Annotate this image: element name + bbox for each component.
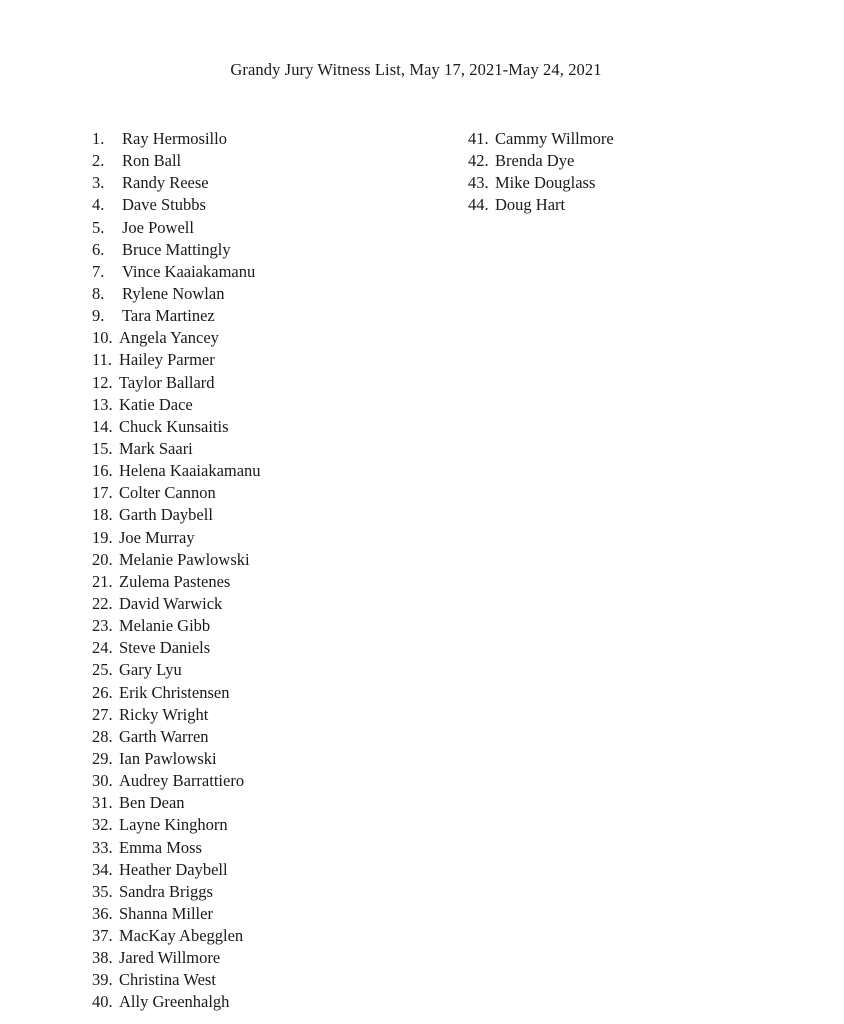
witness-item xyxy=(92,859,261,881)
witness-name: Mark Saari xyxy=(119,438,193,458)
witness-item xyxy=(92,881,261,903)
witness-list-right-column xyxy=(468,128,614,217)
witness-item xyxy=(92,305,261,327)
witness-name: Christina West xyxy=(119,970,216,990)
witness-item xyxy=(468,150,614,172)
witness-number: 18. xyxy=(92,505,113,525)
witness-name: Ally Greenhalgh xyxy=(119,992,230,1012)
witness-item xyxy=(92,460,261,482)
witness-item xyxy=(92,682,261,704)
witness-number: 24. xyxy=(92,638,113,658)
witness-item xyxy=(92,659,261,681)
witness-name: Zulema Pastenes xyxy=(119,571,231,591)
witness-name: Bruce Mattingly xyxy=(122,239,231,259)
witness-number: 43. xyxy=(468,173,489,193)
witness-number: 27. xyxy=(92,704,113,724)
witness-item xyxy=(92,261,261,283)
witness-number: 5. xyxy=(92,217,105,237)
witness-number: 26. xyxy=(92,682,113,702)
witness-item xyxy=(92,349,261,371)
witness-item xyxy=(92,969,261,991)
witness-number: 37. xyxy=(92,926,113,946)
witness-number: 33. xyxy=(92,837,113,857)
witness-name: Ron Ball xyxy=(122,151,182,171)
witness-number: 41. xyxy=(468,129,489,148)
witness-name: Rylene Nowlan xyxy=(122,283,225,303)
witness-number: 20. xyxy=(92,549,113,569)
witness-name: Angela Yancey xyxy=(119,328,219,348)
witness-name: Ben Dean xyxy=(119,793,185,813)
witness-number: 11. xyxy=(92,350,113,370)
witness-number: 22. xyxy=(92,593,113,613)
witness-number: 17. xyxy=(92,483,113,503)
witness-number: 9. xyxy=(92,306,105,326)
witness-number: 2. xyxy=(92,151,105,171)
witness-name: Steve Daniels xyxy=(119,638,211,658)
witness-name: Ricky Wright xyxy=(119,704,209,724)
witness-item xyxy=(92,748,261,770)
witness-number: 4. xyxy=(92,195,105,215)
witness-number: 10. xyxy=(92,328,113,348)
witness-name: Layne Kinghorn xyxy=(119,815,228,835)
witness-name: Mike Douglass xyxy=(495,173,596,193)
witness-name: Vince Kaaiakamanu xyxy=(122,261,256,281)
witness-number: 3. xyxy=(92,173,105,193)
witness-item xyxy=(92,438,261,460)
witness-number: 15. xyxy=(92,438,113,458)
witness-name: Hailey Parmer xyxy=(119,350,215,370)
witness-item xyxy=(92,482,261,504)
witness-number: 28. xyxy=(92,726,113,746)
witness-name: Garth Warren xyxy=(119,726,209,746)
witness-name: Katie Dace xyxy=(119,394,193,414)
witness-item xyxy=(92,128,261,150)
witness-item xyxy=(92,903,261,925)
witness-name: Taylor Ballard xyxy=(119,372,215,392)
witness-number: 42. xyxy=(468,151,489,171)
witness-item xyxy=(92,394,261,416)
witness-item xyxy=(92,637,261,659)
witness-name: Audrey Barrattiero xyxy=(119,771,245,791)
witness-name: Cammy Willmore xyxy=(495,129,614,148)
witness-item xyxy=(92,947,261,969)
witness-item xyxy=(92,283,261,305)
witness-item xyxy=(92,504,261,526)
witness-item xyxy=(92,549,261,571)
witness-number: 34. xyxy=(92,859,113,879)
witness-name: Shanna Miller xyxy=(119,903,213,923)
witness-name: Erik Christensen xyxy=(119,682,230,702)
document-title: Grandy Jury Witness List, May 17, 2021-May 24, 2021 xyxy=(230,60,602,79)
witness-name: Tara Martinez xyxy=(122,306,215,326)
witness-item xyxy=(92,792,261,814)
witness-number: 35. xyxy=(92,881,113,901)
witness-item xyxy=(92,172,261,194)
witness-name: Ian Pawlowski xyxy=(119,748,217,768)
witness-number: 19. xyxy=(92,527,113,547)
witness-number: 13. xyxy=(92,394,113,414)
witness-number: 7. xyxy=(92,261,105,281)
witness-item xyxy=(92,925,261,947)
witness-number: 14. xyxy=(92,416,113,436)
witness-name: Heather Daybell xyxy=(119,859,228,879)
witness-name: Brenda Dye xyxy=(495,151,575,171)
witness-name: Melanie Pawlowski xyxy=(119,549,250,569)
witness-number: 29. xyxy=(92,748,113,768)
witness-name: Colter Cannon xyxy=(119,483,216,503)
witness-number: 16. xyxy=(92,461,113,481)
witness-name: Randy Reese xyxy=(122,173,209,193)
witness-number: 6. xyxy=(92,239,105,259)
witness-name: Sandra Briggs xyxy=(119,881,213,901)
witness-item xyxy=(92,239,261,261)
witness-number: 21. xyxy=(92,571,113,591)
witness-number: 39. xyxy=(92,970,113,990)
witness-item xyxy=(92,150,261,172)
witness-item xyxy=(92,527,261,549)
witness-item xyxy=(92,593,261,615)
witness-number: 1. xyxy=(92,129,105,148)
witness-item xyxy=(92,615,261,637)
witness-number: 38. xyxy=(92,948,113,968)
witness-name: Melanie Gibb xyxy=(119,616,211,636)
witness-list-left-column xyxy=(92,128,261,1014)
witness-name: MacKay Abegglen xyxy=(119,926,244,946)
witness-name: Chuck Kunsaitis xyxy=(119,416,229,436)
witness-number: 25. xyxy=(92,660,113,680)
witness-name: Emma Moss xyxy=(119,837,202,857)
witness-number: 44. xyxy=(468,195,489,215)
witness-name: Helena Kaaiakamanu xyxy=(119,461,261,481)
witness-name: Jared Willmore xyxy=(119,948,221,968)
witness-item xyxy=(92,991,261,1013)
witness-name: Gary Lyu xyxy=(119,660,182,680)
witness-number: 32. xyxy=(92,815,113,835)
witness-item xyxy=(468,128,614,150)
witness-name: Dave Stubbs xyxy=(122,195,206,215)
witness-item xyxy=(92,837,261,859)
witness-name: Garth Daybell xyxy=(119,505,213,525)
witness-item xyxy=(468,172,614,194)
witness-item xyxy=(92,814,261,836)
witness-name: Doug Hart xyxy=(495,195,566,215)
witness-number: 31. xyxy=(92,793,113,813)
witness-item xyxy=(92,194,261,216)
witness-number: 23. xyxy=(92,616,113,636)
witness-item xyxy=(468,194,614,216)
witness-number: 40. xyxy=(92,992,113,1012)
witness-item xyxy=(92,770,261,792)
witness-number: 12. xyxy=(92,372,113,392)
witness-number: 8. xyxy=(92,283,105,303)
witness-item xyxy=(92,416,261,438)
witness-number: 30. xyxy=(92,771,113,791)
witness-name: Ray Hermosillo xyxy=(122,129,227,148)
witness-item xyxy=(92,327,261,349)
witness-name: David Warwick xyxy=(119,593,223,613)
witness-item xyxy=(92,704,261,726)
witness-item xyxy=(92,372,261,394)
witness-item xyxy=(92,217,261,239)
witness-number: 36. xyxy=(92,903,113,923)
witness-name: Joe Powell xyxy=(122,217,194,237)
witness-item xyxy=(92,571,261,593)
witness-name: Joe Murray xyxy=(119,527,195,547)
witness-item xyxy=(92,726,261,748)
